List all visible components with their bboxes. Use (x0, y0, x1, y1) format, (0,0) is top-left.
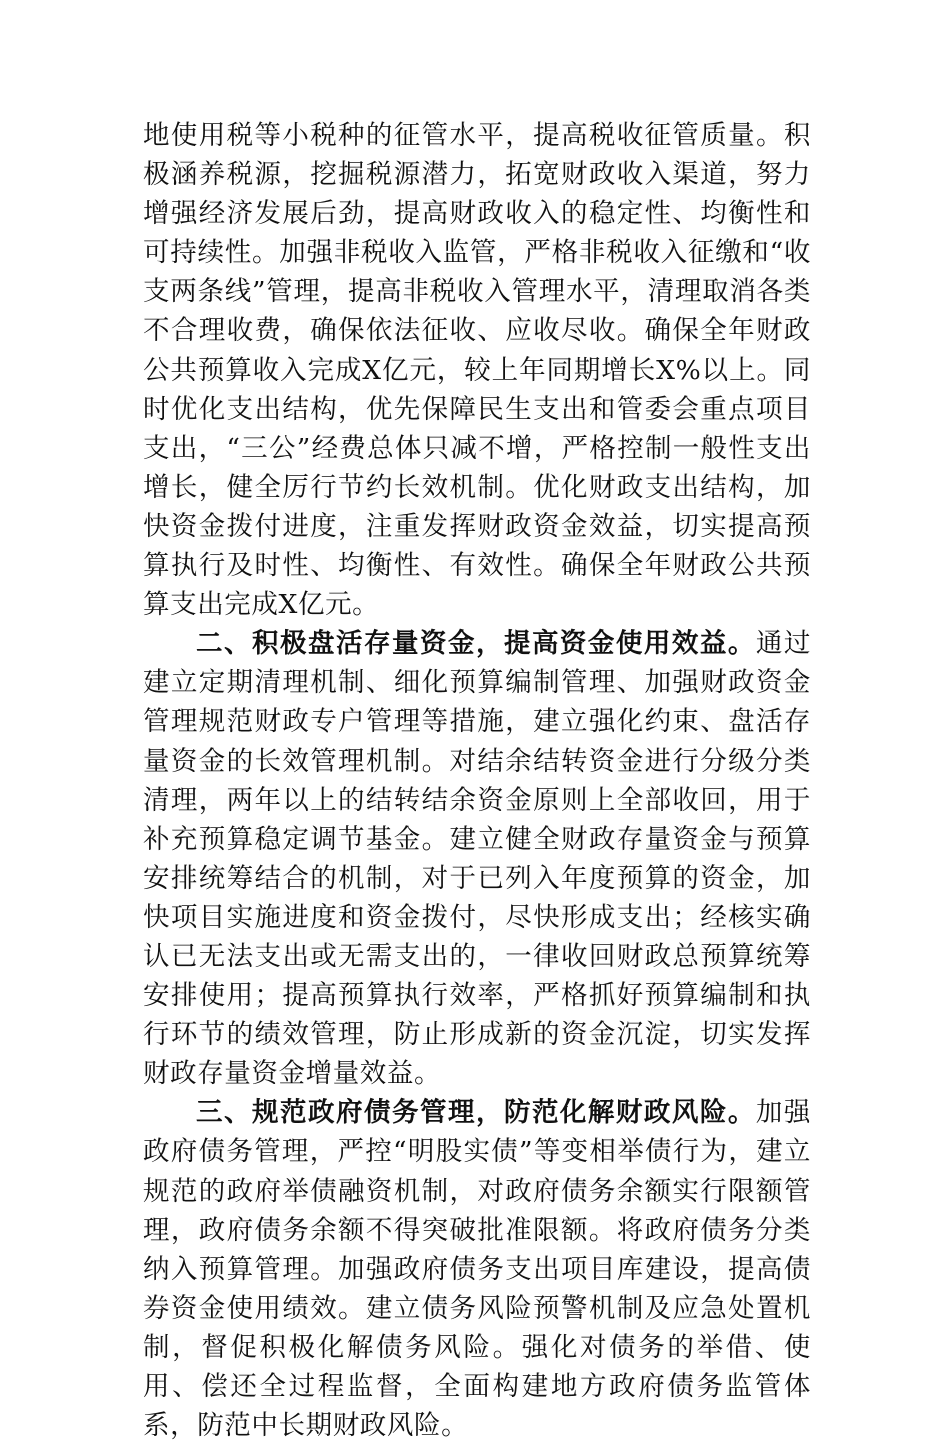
document-page (143, 116, 811, 1445)
section-heading-3: 三、规范政府债务管理，防范化解财政风险。 (196, 1097, 756, 1129)
paragraph-3-body: 加强政府债务管理，严控“明股实债”等变相举债行为，建立规范的政府举债融资机制，对政府债务余额实行限额管理，政府债务余额不得突破批准限额。将政府债务分类纳入预算管理。加强政府债务支出项目库建设，提高债券资金使用绩效。建立债务风险预警机制及应急处置机制，督促积极化解债务风险。强化对债务的举借、使用、偿还全过程监督，全面构建地方政府债务监管体系，防范中长期财政风险。 (143, 1097, 812, 1442)
paragraph-1-body: 地使用税等小税种的征管水平，提高税收征管质量。积极涵养税源，挖掘税源潜力，拓宽财政收入渠道，努力增强经济发展后劲，提高财政收入的稳定性、均衡性和可持续性。加强非税收入监管，严格非税收入征缴和“收支两条线”管理，提高非税收入管理水平，清理取消各类不合理收费，确保依法征收、应收尽收。确保全年财政公共预算收入完成X亿元，较上年同期增长X%以上。同时优化支出结构，优先保障民生支出和管委会重点项目支出，“三公”经费总体只减不增，严格控制一般性支出增长，健全厉行节约长效机制。优化财政支出结构，加快资金拨付进度，注重发挥财政资金效益，切实提高预算执行及时性、均衡性、有效性。确保全年财政公共预算支出完成X亿元。 (143, 120, 811, 621)
paragraph-2-body: 通过建立定期清理机制、细化预算编制管理、加强财政资金管理规范财政专户管理等措施，建立强化约束、盘活存量资金的长效管理机制。对结余结转资金进行分级分类清理，两年以上的结转结余资金原则上全部收回，用于补充预算稳定调节基金。建立健全财政存量资金与预算安排统筹结合的机制，对于已列入年度预算的资金，加快项目实施进度和资金拨付，尽快形成支出；经核实确认已无法支出或无需支出的，一律收回财政总预算统筹安排使用；提高预算执行效率，严格抓好预算编制和执行环节的绩效管理，防止形成新的资金沉淀，切实发挥财政存量资金增量效益。 (143, 628, 812, 1090)
paragraph-2 (143, 624, 811, 1093)
section-heading-2: 二、积极盘活存量资金，提高资金使用效益。 (196, 628, 756, 660)
paragraph-1 (143, 116, 811, 624)
paragraph-3 (143, 1093, 811, 1445)
